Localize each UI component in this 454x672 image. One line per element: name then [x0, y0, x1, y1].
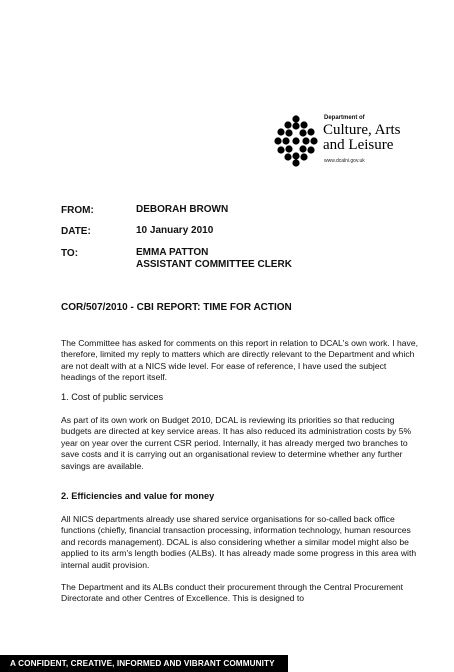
to-label: TO:: [61, 248, 79, 259]
logo-department-name: [323, 123, 401, 153]
section2-heading: 2. Efficiencies and value for money: [61, 491, 215, 501]
logo-department-of: Department of: [324, 115, 365, 121]
section2-body1: All NICS departments already use shared service organisations for so-called back office functions (chiefly, financial transaction processing, information technology, human resources and records management). DCAL is also considering whether a similar model might also be applied to its arm's length bodies (ALBs). It has already made some progress in this area with internal audit provision.: [61, 514, 417, 570]
section1-heading: 1. Cost of public services: [61, 392, 164, 402]
report-reference: COR/507/2010 - CBI REPORT: TIME FOR ACTION: [61, 302, 292, 313]
to-value: [136, 247, 292, 271]
to-value-line1: EMMA PATTON: [136, 247, 209, 258]
date-value: 10 January 2010: [136, 225, 214, 236]
section2-body2: The Department and its ALBs conduct their procurement through the Central Procurement Directorate and other Centres of Excellence. This is designed to: [61, 582, 404, 604]
intro-paragraph: The Committee has asked for comments on this report in relation to DCAL's own work. I have, therefore, limited my reply to matters which are directly relevant to the Department and which are not dealt with at a NICS wide level. For ease of reference, I have used the subject headings of the report itself.: [61, 338, 419, 383]
from-label: FROM:: [61, 205, 94, 216]
to-value-line2: ASSISTANT COMMITTEE CLERK: [136, 259, 292, 270]
dcal-hexagon-logo-icon: [273, 114, 319, 168]
dcal-logo: [273, 110, 433, 180]
footer-banner: A CONFIDENT, CREATIVE, INFORMED AND VIBRANT COMMUNITY: [0, 655, 288, 672]
from-value: DEBORAH BROWN: [136, 204, 229, 215]
logo-name-line2: and Leisure: [323, 137, 394, 153]
date-label: DATE:: [61, 226, 91, 237]
section1-body: As part of its own work on Budget 2010, DCAL is reviewing its priorities so that reducing budgets are directed at key service areas. It has also reduced its administration costs by 5% year on year over the current CSR period. Internally, it has already merged two branches to save costs and it is carrying out an organisational review to determine whether any further savings are available.: [61, 415, 412, 471]
logo-name-line1: Culture, Arts: [323, 122, 401, 138]
logo-url: www.dcalni.gov.uk: [324, 158, 365, 164]
